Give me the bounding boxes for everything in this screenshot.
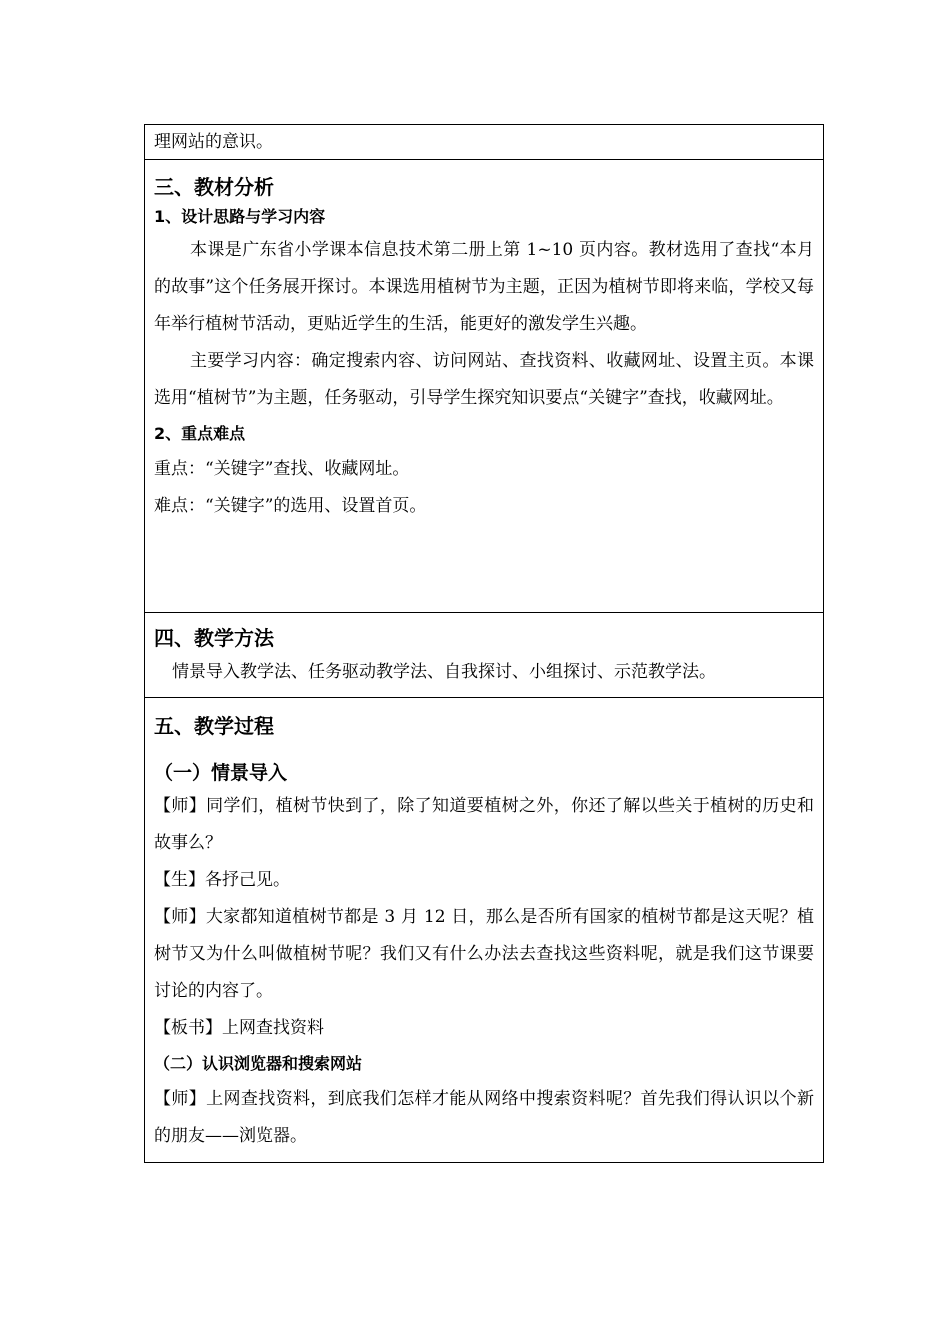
paragraph: 【生】各抒己见。 [154,870,290,890]
paragraph: 【师】同学们，植树节快到了，除了知道要植树之外，你还了解以些关于植树的历史和故事么？ [154,796,814,853]
paragraph: 重点：“关键字”查找、收藏网址。 [154,459,410,479]
lesson-plan-table [144,124,824,1163]
subsection-heading: 1、设计思路与学习内容 [154,207,326,226]
table-row [145,613,824,698]
table-cell [145,160,824,613]
paragraph: 【师】大家都知道植树节都是 3 月 12 日，那么是否所有国家的植树节都是这天呢？植树节又为什么叫做植树节呢？我们又有什么办法去查找这些资料呢，就是我们这节课要讨论的内容了。 [154,907,814,1001]
subsection-heading: （一）情景导入 [154,762,288,784]
paragraph: 【师】上网查找资料，到底我们怎样才能从网络中搜索资料呢？首先我们得认识以个新的朋友——浏览器。 [154,1089,814,1146]
paragraph: 情景导入教学法、任务驱动教学法、自我探讨、小组探讨、示范教学法。 [172,662,716,682]
table-cell [145,125,824,160]
paragraph: 主要学习内容：确定搜索内容、访问网站、查找资料、收藏网址、设置主页。本课选用“植树节”为主题，任务驱动，引导学生探究知识要点“关键字”查找，收藏网址。 [154,351,814,408]
section-heading: 五、教学过程 [154,714,274,738]
table-row [145,125,824,160]
paragraph: 难点：“关键字”的选用、设置首页。 [154,496,427,516]
subsection-heading: （二）认识浏览器和搜索网站 [154,1054,363,1073]
table-cell [145,613,824,698]
paragraph: 【板书】上网查找资料 [154,1018,324,1038]
section-heading: 四、教学方法 [154,626,274,650]
table-cell [145,698,824,1163]
paragraph: 本课是广东省小学课本信息技术第二册上第 1~10 页内容。教材选用了查找“本月的故事”这个任务展开探讨。本课选用植树节为主题，正因为植树节即将来临，学校又每年举行植树节活动，更贴近学生的生活，能更好的激发学生兴趣。 [154,240,814,334]
subsection-heading: 2、重点难点 [154,424,246,443]
section-heading: 三、教材分析 [154,175,274,199]
table-row [145,698,824,1163]
paragraph: 理网站的意识。 [154,132,273,152]
table-row [145,160,824,613]
